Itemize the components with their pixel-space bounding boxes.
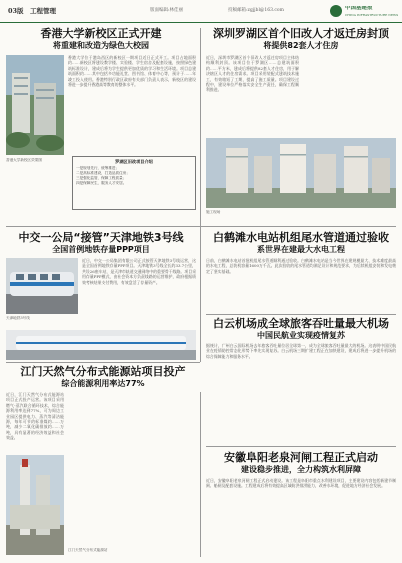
a6-title: 江门天然气分布式能源站项目投产 <box>20 365 186 378</box>
a6-body-cont <box>68 392 198 552</box>
info-box-line: 三是强化监管，保障工程质量； <box>76 176 127 180</box>
a3-subtitle: 全国首例地铁存量PPP项目 <box>52 245 150 254</box>
a7-subtitle: 建设稳步推进，全力构筑水利屏障 <box>241 465 361 474</box>
a3-title: 中交一公局“接管”天津地铁3号线 <box>18 231 184 244</box>
page-label: 03版 工程管理 <box>8 7 57 15</box>
a1-body: 香港大学位于港岛西区的新校区一期项目近日正式开工。项目占地面积约……新校区将建设教学楼、实验楼、学生宿舍及配套设施，按照绿色建筑标准设计，建成后将为学生提供更加优质的学习和生活环境。项目总建筑面积约……其中包括多功能礼堂、图书馆、体育中心等，预计于……年竣工投入使用。香港特别行政区政府有关部门负责人表示，新校区的建设将进一步提升香港高等教育的整体水平。 <box>68 55 196 88</box>
a2-photo <box>206 138 396 208</box>
a2-info-box <box>72 156 196 210</box>
logo-mark-icon <box>330 5 342 17</box>
a3-caption: 天津地铁3号线 <box>6 316 30 320</box>
section-divider <box>6 226 396 227</box>
a2-subtitle: 将提供82套人才住房 <box>263 41 339 50</box>
a4-title: 白鹤滩水电站机组尾水管道通过验收 <box>213 231 389 244</box>
newspaper-logo <box>330 3 399 19</box>
column-divider <box>200 392 201 557</box>
a7-body: 近日，安徽阜阳老泉河闸工程正式启动建设。该工程是阜阳市重点水利建设项目，主要建设内容包括新建节制闸、船闸及配套设施。工程建成后将有效提高区域防洪排涝能力，改善水环境，促进地方经济社会发展。 <box>206 478 396 489</box>
column-divider <box>200 28 201 253</box>
a1-photo <box>6 55 64 155</box>
a2-body: 近日，深圳市罗湖区首个旧改人才返迁房项目主体结构顺利封顶。该项目位于罗湖区……总建筑面积约……平方米，建成后将提供82套人才住房，用于解决辖区人才的住房需求。项目采用装配式建筑技术施工，有效缩短了工期，提高了施工质量。项目建设过程中，建设单位严格落实安全生产责任，确保工程顺利推进。 <box>206 55 299 93</box>
a2-body-cont <box>303 55 396 135</box>
a7-title: 安徽阜阳老泉河闸工程正式启动 <box>224 451 378 464</box>
a4-body: 日前，白鹤滩水电站首批机组尾水管道顺利通过验收。白鹤滩水电站是当今世界在建规模最大、技术难度最高的水电工程，总装机容量1600万千瓦。此次验收的尾水管道均满足设计和规范要求，为后续机组安装和发电奠定了坚实基础。 <box>206 258 396 274</box>
a2-title: 深圳罗湖区首个旧改人才返迁房封顶 <box>213 27 389 40</box>
a6-body: 近日，江门天然气分布式能源站项目正式投产运营。该项目采用燃气-蒸汽联合循环技术，综合能源利用率达到77%，可为周边工业园区提供电力、蒸汽等清洁能源，每年可节约标准煤约……万吨，减少二氧化碳排放约……万吨，具有显著的经济效益和社会效益。 <box>6 392 64 441</box>
section-divider <box>206 314 396 315</box>
column-divider <box>200 232 201 362</box>
editor-label: 版面编辑:林佳丽 <box>150 8 184 13</box>
a4-subtitle: 系世界在建最大水电工程 <box>257 245 345 254</box>
a2-caption: 施工现场 <box>206 210 221 214</box>
a3-photo-2 <box>6 330 196 360</box>
a5-subtitle: 中国民航业实现疫情复苏 <box>257 331 345 340</box>
a3-photo <box>6 258 78 314</box>
info-box-line: 二是高标准建设，打造品质住房； <box>76 171 130 175</box>
a1-caption: 香港大学新校区效果图 <box>6 158 42 162</box>
email-label: 投稿邮箱:zgjjbl@163.com <box>228 8 284 13</box>
a3-body: 近日，中交一公局集团有限公司正式接管天津地铁3号线运营，这是全国首例地铁存量PPP项目。天津地铁3号线全长约33.7公里，共设26座车站，是天津市轨道交通网络中的重要骨干线路。项目采用存量PPP模式，由社会资本方负责线路的运营维护，政府根据绩效考核结果支付费用，有效盘活了存量资产。 <box>82 258 196 285</box>
a5-body: 据统计，广州白云国际机场去年旅客吞吐量位居全球第一，成为全球旅客吞吐量最大的机场。这表明中国民航业在疫情防控常态化形势下率先实现复苏。白云机场三期扩建工程正在加快建设，建成后将进一步提升机场的综合保障能力和服务水平。 <box>206 343 396 359</box>
section-divider <box>206 446 396 447</box>
a6-subtitle: 综合能源利用率达77% <box>61 379 145 388</box>
a5-title: 白云机场成全球旅客吞吐量最大机场 <box>213 317 389 330</box>
section-divider <box>6 362 200 363</box>
logo-name: 中国基建报 <box>345 6 373 11</box>
a6-photo <box>6 455 64 555</box>
page-header <box>0 0 402 23</box>
info-box-title: 罗湖区旧改项目介绍 <box>115 159 153 164</box>
info-box-line: 四是保障民生，服务人才安居。 <box>76 181 127 185</box>
a6-caption: 江门天然气分布式能源站 <box>68 548 108 552</box>
a5-body-cont <box>206 394 396 442</box>
a1-title: 香港大学新校区正式开建 <box>40 27 162 40</box>
logo-subtitle: CHINA INFRASTRUCTURE NEWS <box>345 13 399 17</box>
info-box-line: 一是规划先行，统筹推进； <box>76 166 120 170</box>
a1-subtitle: 将重建和改造为绿色大校园 <box>53 41 149 50</box>
